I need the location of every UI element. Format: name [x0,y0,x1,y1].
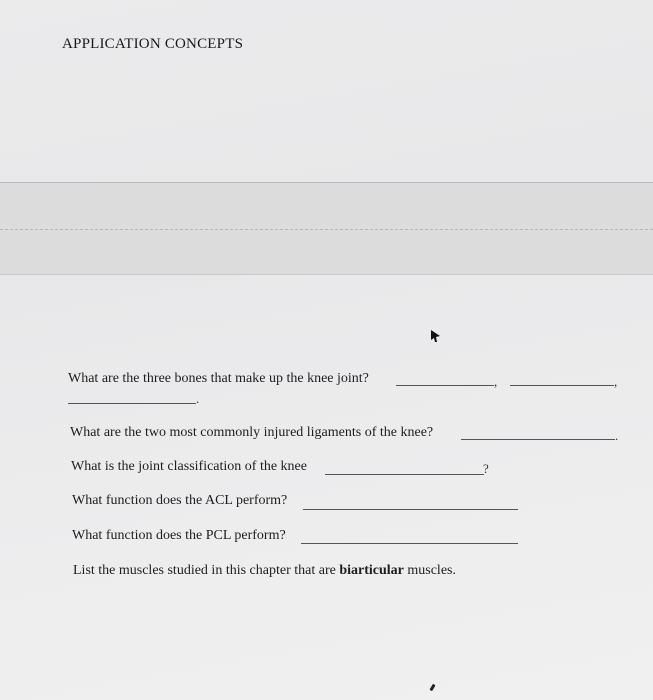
period-mark: . [615,428,619,443]
answer-blank-bone-1[interactable] [396,385,494,386]
pen-mark [429,684,435,692]
answer-blank-pcl[interactable] [301,543,518,544]
page-title: APPLICATION CONCEPTS [62,36,244,52]
answer-blank-classification[interactable] [325,474,484,475]
comma-mark: , [614,374,618,389]
question-acl-function: What function does the ACL perform? [72,493,288,508]
question-text-bold: biarticular [339,563,404,578]
question-pcl-function: What function does the PCL perform? [72,528,286,543]
gray-band-top [0,182,653,229]
question-injured-ligaments: What are the two most commonly injured ligaments of the knee? [70,425,434,440]
question-text-pre: List the muscles studied in this chapter that are [73,563,340,578]
answer-blank-bone-2[interactable] [510,385,614,386]
question-joint-classification: What is the joint classification of the knee [71,459,307,474]
question-knee-bones: What are the three bones that make up the knee joint? [68,371,369,386]
mouse-pointer-icon [428,329,442,343]
question-biarticular-muscles [73,563,456,579]
comma-mark: , [494,374,498,389]
answer-blank-ligaments[interactable] [461,439,615,440]
answer-blank-acl[interactable] [303,509,518,510]
period-mark: . [196,391,200,406]
question-text-post: muscles. [403,563,456,578]
answer-blank-bone-3[interactable] [68,403,196,404]
gray-band-bottom [0,229,653,275]
question-mark: ? [483,461,489,476]
dotted-divider [0,229,653,230]
